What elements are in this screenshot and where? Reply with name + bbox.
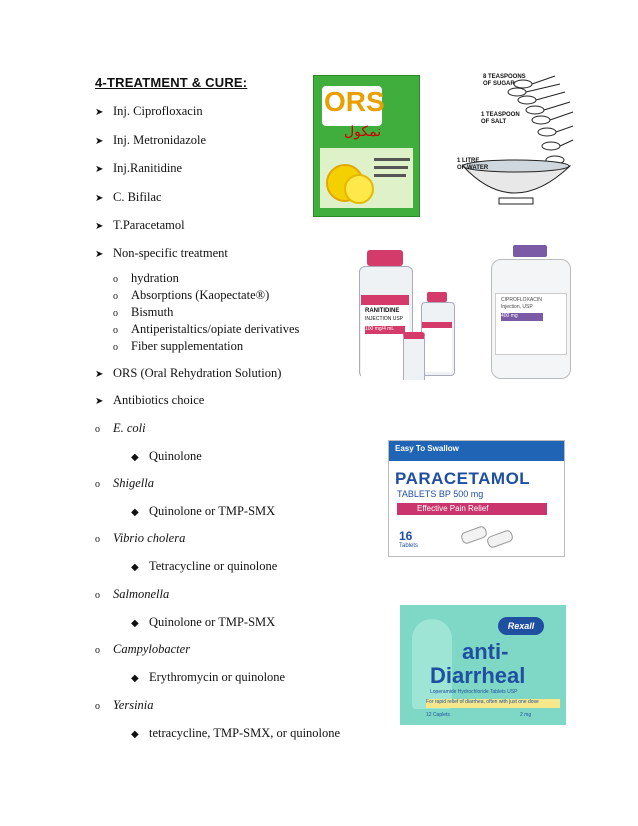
text-line — [374, 158, 410, 161]
ors-urdu-text: نمکول — [344, 125, 382, 140]
diamond-bullet-icon: ◆ — [131, 507, 139, 518]
vial-cap — [367, 250, 403, 266]
drug-item — [131, 725, 340, 743]
drug-text: Quinolone — [149, 449, 202, 463]
arrow-bullet-icon: ➤ — [95, 249, 104, 260]
ors-title: ORS — [324, 86, 385, 117]
diamond-bullet-icon: ◆ — [131, 729, 139, 740]
arrow-bullet-icon: ➤ — [95, 136, 104, 147]
product-title-2: Diarrheal — [430, 663, 526, 688]
box-subtitle: TABLETS BP 500 mg — [397, 489, 484, 499]
bullet-item — [95, 392, 204, 410]
arrow-bullet-icon: ➤ — [95, 164, 104, 175]
caplet-dose: 2 mg — [520, 712, 532, 718]
bullet-text: Antibiotics choice — [113, 393, 205, 407]
circle-bullet-icon: o — [113, 342, 118, 353]
bullet-item — [95, 245, 228, 263]
bullet-text: Inj. Metronidazole — [113, 133, 207, 147]
page-heading: 4-TREATMENT & CURE: — [95, 75, 248, 90]
anti-diarrheal-box-image — [400, 605, 566, 725]
spoons-bowl-drawing — [455, 70, 575, 210]
vial-dose: 100 mg/4 mL — [365, 326, 405, 334]
tablet-icon — [486, 529, 515, 549]
bullet-text: Inj.Ranitidine — [113, 161, 183, 175]
bullet-item — [95, 189, 162, 207]
product-note: For rapid relief of diarrhea, often with just one dose — [426, 699, 560, 708]
organism-name: Campylobacter — [113, 642, 191, 656]
organism-item — [95, 697, 154, 715]
circle-bullet-icon: o — [95, 424, 100, 435]
water-label: 1 LITRE OF WATER — [457, 158, 489, 171]
organism-name: E. coli — [113, 421, 146, 435]
subbullet-item — [113, 321, 299, 339]
circle-bullet-icon: o — [113, 325, 118, 336]
subbullet-item — [113, 338, 243, 356]
diamond-bullet-icon: ◆ — [131, 673, 139, 684]
diamond-bullet-icon: ◆ — [131, 562, 139, 573]
box-count-label: Tablets — [399, 543, 419, 549]
bullet-text: Non-specific treatment — [113, 246, 228, 260]
drug-item — [131, 614, 275, 632]
vial-sub: INJECTION USP — [365, 316, 404, 322]
subbullet-item — [113, 304, 173, 322]
organism-name: Yersinia — [113, 698, 154, 712]
subbullet-item — [113, 287, 269, 305]
paracetamol-box-image — [388, 440, 565, 557]
ors-packet-image — [313, 75, 420, 217]
organism-item — [95, 475, 154, 493]
subbullet-item — [113, 270, 179, 288]
caplet-count: 12 Caplets — [426, 712, 450, 718]
subbullet-text: Fiber supplementation — [131, 339, 244, 353]
circle-bullet-icon: o — [95, 534, 100, 545]
subbullet-text: Antiperistaltics/opiate derivatives — [131, 322, 300, 336]
box-title: PARACETAMOL — [395, 469, 531, 488]
subbullet-text: Bismuth — [131, 305, 174, 319]
vial-cap — [513, 245, 547, 257]
text-line — [374, 174, 406, 177]
drug-item — [131, 669, 285, 687]
salt-label: 1 TEASPOON OF SALT — [481, 112, 520, 125]
vial-sub: Injection, USP — [501, 304, 533, 310]
organism-name: Vibrio cholera — [113, 531, 186, 545]
tablet-icon — [460, 525, 489, 545]
product-subtitle: Loperamide Hydrochloride Tablets USP — [430, 689, 518, 695]
text-line — [374, 166, 408, 169]
organism-name: Shigella — [113, 476, 154, 490]
subbullet-text: hydration — [131, 271, 179, 285]
circle-bullet-icon: o — [95, 479, 100, 490]
box-band-text: Effective Pain Relief — [417, 504, 489, 513]
diamond-bullet-icon: ◆ — [131, 618, 139, 629]
salt-sugar-diagram — [455, 70, 575, 210]
organism-item — [95, 641, 190, 659]
bullet-text: Inj. Ciprofloxacin — [113, 104, 203, 118]
arrow-bullet-icon: ➤ — [95, 193, 104, 204]
bullet-text: T.Paracetamol — [113, 218, 185, 232]
bullet-item — [95, 365, 281, 383]
arrow-bullet-icon: ➤ — [95, 107, 104, 118]
bullet-text: ORS (Oral Rehydration Solution) — [113, 366, 282, 380]
arrow-bullet-icon: ➤ — [95, 396, 104, 407]
circle-bullet-icon: o — [95, 701, 100, 712]
circle-bullet-icon: o — [95, 590, 100, 601]
arrow-bullet-icon: ➤ — [95, 221, 104, 232]
organism-name: Salmonella — [113, 587, 170, 601]
vial-label-small — [422, 322, 452, 372]
drug-text: Quinolone or TMP-SMX — [149, 615, 276, 629]
vial-tiny — [403, 332, 425, 380]
drug-item — [131, 558, 277, 576]
vial-dose: 400 mg — [501, 313, 543, 321]
drug-item — [131, 448, 202, 466]
circle-bullet-icon: o — [113, 291, 118, 302]
vial-name: CIPROFLOXACIN — [501, 297, 542, 303]
diamond-bullet-icon: ◆ — [131, 452, 139, 463]
circle-bullet-icon: o — [113, 308, 118, 319]
drug-text: tetracycline, TMP-SMX, or quinolone — [149, 726, 341, 740]
drug-item — [131, 503, 275, 521]
drug-text: Erythromycin or quinolone — [149, 670, 286, 684]
subbullet-text: Absorptions (Kaopectate®) — [131, 288, 270, 302]
circle-bullet-icon: o — [113, 274, 118, 285]
brand-logo: Rexall — [498, 617, 544, 635]
ranitidine-vials-image — [355, 250, 465, 380]
product-title-1: anti- — [462, 639, 509, 664]
drug-text: Tetracycline or quinolone — [149, 559, 278, 573]
circle-bullet-icon: o — [95, 645, 100, 656]
vial-cap-small — [427, 292, 447, 302]
ciprofloxacin-vial-image — [485, 245, 575, 380]
sugar-label: 8 TEASPOONS OF SUGAR — [483, 74, 526, 87]
organism-item — [95, 586, 169, 604]
bullet-item — [95, 160, 182, 178]
bullet-item — [95, 217, 185, 235]
box-tagline: Easy To Swallow — [395, 444, 459, 453]
box-count: 16 — [399, 529, 413, 543]
bullet-text: C. Bifilac — [113, 190, 162, 204]
organism-item — [95, 530, 185, 548]
bullet-item — [95, 132, 206, 150]
organism-item — [95, 420, 146, 438]
arrow-bullet-icon: ➤ — [95, 369, 104, 380]
drug-text: Quinolone or TMP-SMX — [149, 504, 276, 518]
vial-name: RANITIDINE — [365, 308, 400, 314]
lemon-slice-icon — [344, 174, 374, 204]
bullet-item — [95, 103, 203, 121]
